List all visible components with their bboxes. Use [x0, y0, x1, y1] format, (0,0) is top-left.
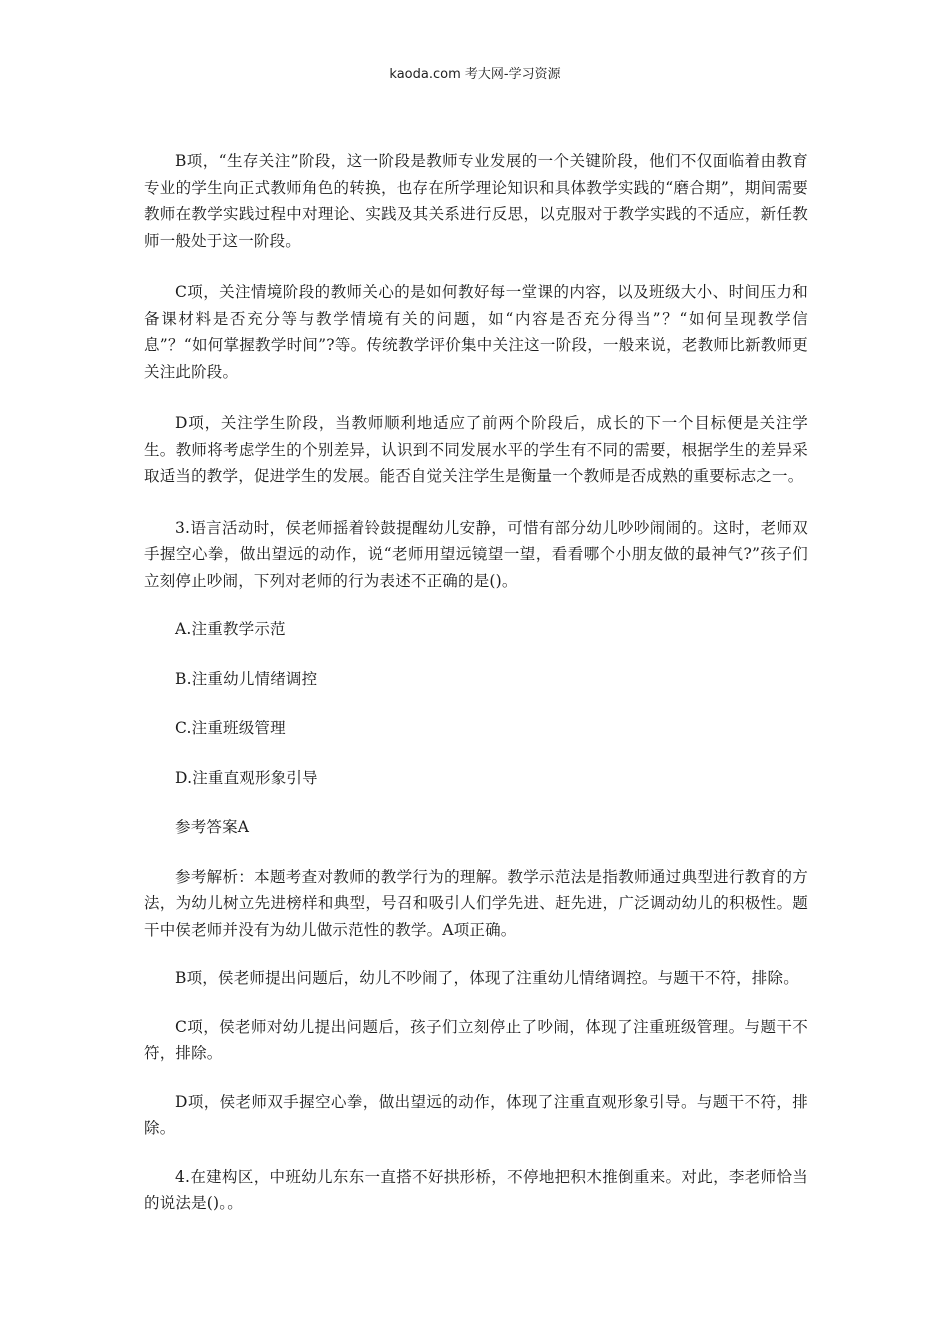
option-d: D.注重直观形象引导	[175, 768, 318, 787]
explanation-c: C项，侯老师对幼儿提出问题后，孩子们立刻停止了吵闹，体现了注重班级管理。与题干不符，排除。	[144, 1017, 808, 1062]
document-body	[144, 148, 808, 1239]
option-a: A.注重教学示范	[175, 620, 286, 638]
page-header: kaoda.com 考大网-学习资源	[389, 67, 561, 82]
explanation-d: D项，侯老师双手握空心拳，做出望远的动作，体现了注重直观形象引导。与题干不符，排除。	[144, 1092, 808, 1137]
option-c: C.注重班级管理	[175, 719, 286, 737]
reference-analysis: 参考解析：本题考查对教师的教学行为的理解。教学示范法是指教师通过典型进行教育的方法，为幼儿树立先进榜样和典型，号召和吸引人们学先进、赶先进，广泛调动幼儿的积极性。题干中侯老师并没有为幼儿做示范性的教学。A项正确。	[144, 867, 808, 939]
explanation-b: B项，侯老师提出问题后，幼儿不吵闹了，体现了注重幼儿情绪调控。与题干不符，排除。	[175, 969, 799, 987]
paragraph-b-option: B项，“生存关注”阶段，这一阶段是教师专业发展的一个关键阶段，他们不仅面临着由教育专业的学生向正式教师角色的转换，也存在所学理论知识和具体教学实践的“磨合期”，期间需要教师在教学实践过程中对理论、实践及其关系进行反思，以克服对于教学实践的不适应，新任教师一般处于这一阶段。	[144, 152, 808, 250]
paragraph-d-option: D项，关注学生阶段，当教师顺利地适应了前两个阶段后，成长的下一个目标便是关注学生。教师将考虑学生的个别差异，认识到不同发展水平的学生有不同的需要，根据学生的差异采取适当的教学，促进学生的发展。能否自觉关注学生是衡量一个教师是否成熟的重要标志之一。	[144, 414, 808, 485]
reference-answer: 参考答案A	[175, 818, 250, 836]
question-3: 3.语言活动时，侯老师摇着铃鼓提醒幼儿安静，可惜有部分幼儿吵吵闹闹的。这时，老师双手握空心拳，做出望远的动作，说“老师用望远镜望一望，看看哪个小朋友做的最神气?”孩子们立刻停止吵闹，下列对老师的行为表述不正确的是()。	[144, 518, 808, 590]
paragraph-c-option: C项，关注情境阶段的教师关心的是如何教好每一堂课的内容，以及班级大小、时间压力和备课材料是否充分等与教学情境有关的问题，如“内容是否充分得当”？“如何呈现教学信息”？“如何掌握教学时间”?等。传统教学评价集中关注这一阶段，一般来说，老教师比新教师更关注此阶段。	[144, 283, 808, 381]
question-4: 4.在建构区，中班幼儿东东一直搭不好拱形桥，不停地把积木推倒重来。对此，李老师恰当的说法是()。。	[144, 1167, 808, 1212]
option-b: B.注重幼儿情绪调控	[175, 669, 318, 688]
